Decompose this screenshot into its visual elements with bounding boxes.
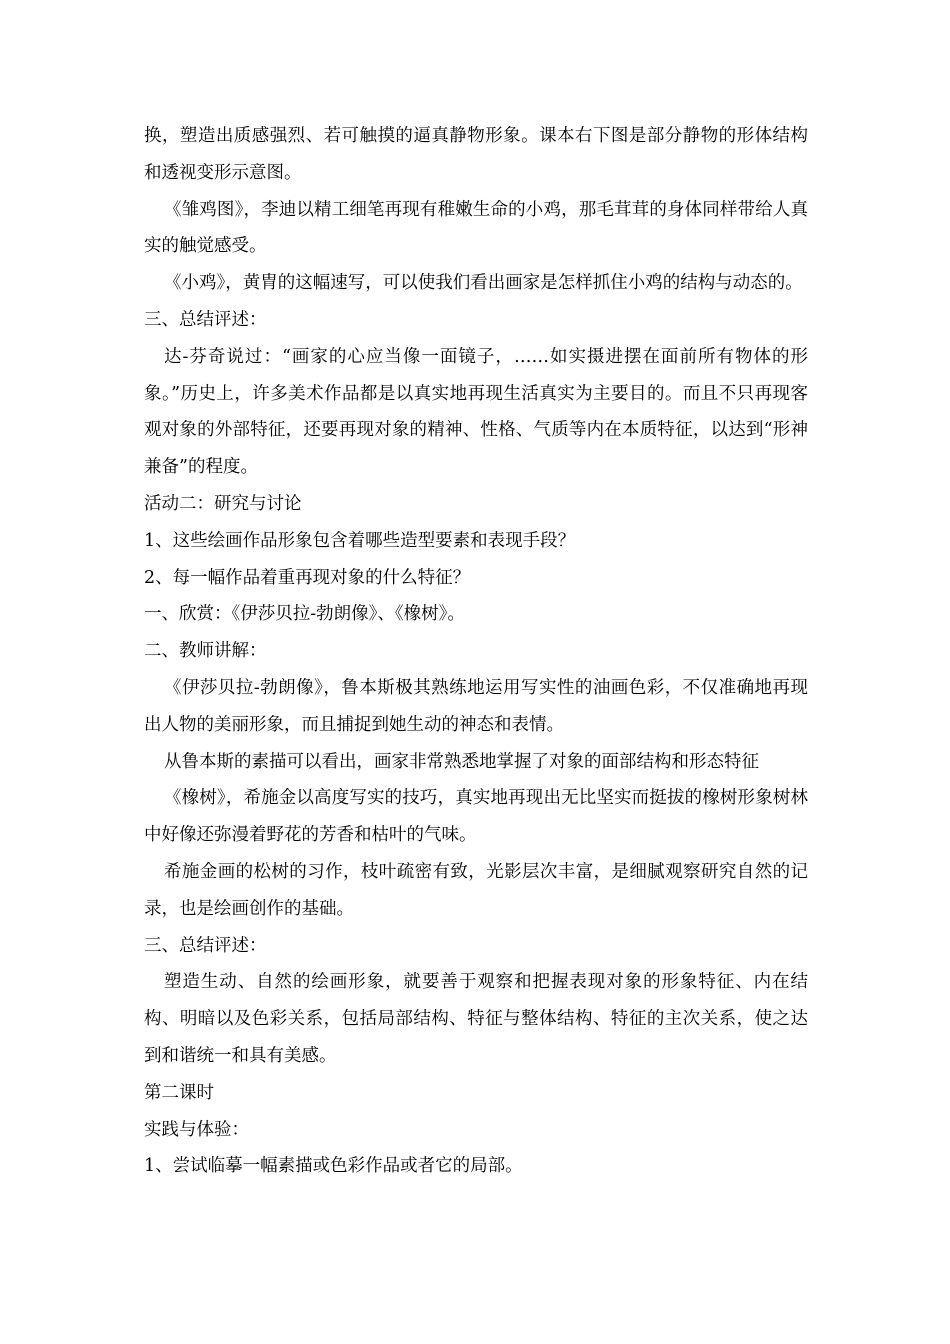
paragraph-summary-conclusion: 塑造生动、自然的绘画形象，就要善于观察和把握表现对象的形象特征、内在结构、明暗以及色彩关系，包括局部结构、特征与整体结构、特征的主次关系，使之达到和谐统一和具有美感。	[144, 972, 808, 1066]
practice-item-1: 1、尝试临摹一幅素描或色彩作品或者它的局部。	[144, 1156, 523, 1177]
paragraph-continuation: 换，塑造出质感强烈、若可触摸的逼真静物形象。课本右下图是部分静物的形体结构和透视变形示意图。	[144, 126, 808, 183]
question-item-2: 2、每一幅作品着重再现对象的什么特征？	[144, 567, 471, 588]
paragraph-rubens-portrait: 《伊莎贝拉-勃朗像》，鲁本斯极其熟练地运用写实性的油画色彩，不仅准确地再现出人物的美丽形象，而且捕捉到她生动的神态和表情。	[144, 677, 808, 735]
section-heading-appreciation: 一、欣赏：《伊莎贝拉-勃朗像》、《橡树》。	[144, 604, 465, 625]
paragraph-pine-study: 希施金画的松树的习作，枝叶疏密有致，光影层次丰富，是细腻观察研究自然的记录，也是绘画创作的基础。	[144, 861, 808, 919]
paragraph-rubens-sketch: 从鲁本斯的素描可以看出，画家非常熟悉地掌握了对象的面部结构和形态特征	[164, 751, 759, 772]
section-heading-summary: 三、总结评述：	[144, 309, 267, 330]
paragraph-da-vinci-quote: 达-芬奇说过：“画家的心应当像一面镜子，……如实摄进摆在面前所有物体的形象。”历史上，许多美术作品都是以真实地再现生活真实为主要目的。而且不只再现客观对象的外部特征，还要再现对象的精神、性格、气质等内在本质特征，以达到“形神兼备”的程度。	[144, 346, 808, 478]
paragraph-little-chick-sketch: 《小鸡》，黄胄的这幅速写，可以使我们看出画家是怎样抓住小鸡的结构与动态的。	[164, 273, 803, 294]
document-body	[144, 118, 808, 1185]
paragraph-chick-painting: 《雏鸡图》，李迪以精工细笔再现有稚嫩生命的小鸡，那毛茸茸的身体同样带给人真实的触觉感受。	[144, 199, 808, 257]
question-item-1: 1、这些绘画作品形象包含着哪些造型要素和表现手段？	[144, 530, 576, 551]
paragraph-oak-tree: 《橡树》，希施金以高度写实的技巧，真实地再现出无比坚实而挺拔的橡树形象树林中好像还弥漫着野花的芳香和枯叶的气味。	[144, 788, 808, 846]
section-heading-second-lesson: 第二课时	[144, 1082, 214, 1103]
section-heading-practice: 实践与体验：	[144, 1119, 249, 1140]
section-heading-teacher-explanation: 二、教师讲解：	[144, 641, 267, 662]
section-heading-activity-two: 活动二：研究与讨论	[144, 493, 302, 514]
section-heading-summary-2: 三、总结评述：	[144, 935, 267, 956]
